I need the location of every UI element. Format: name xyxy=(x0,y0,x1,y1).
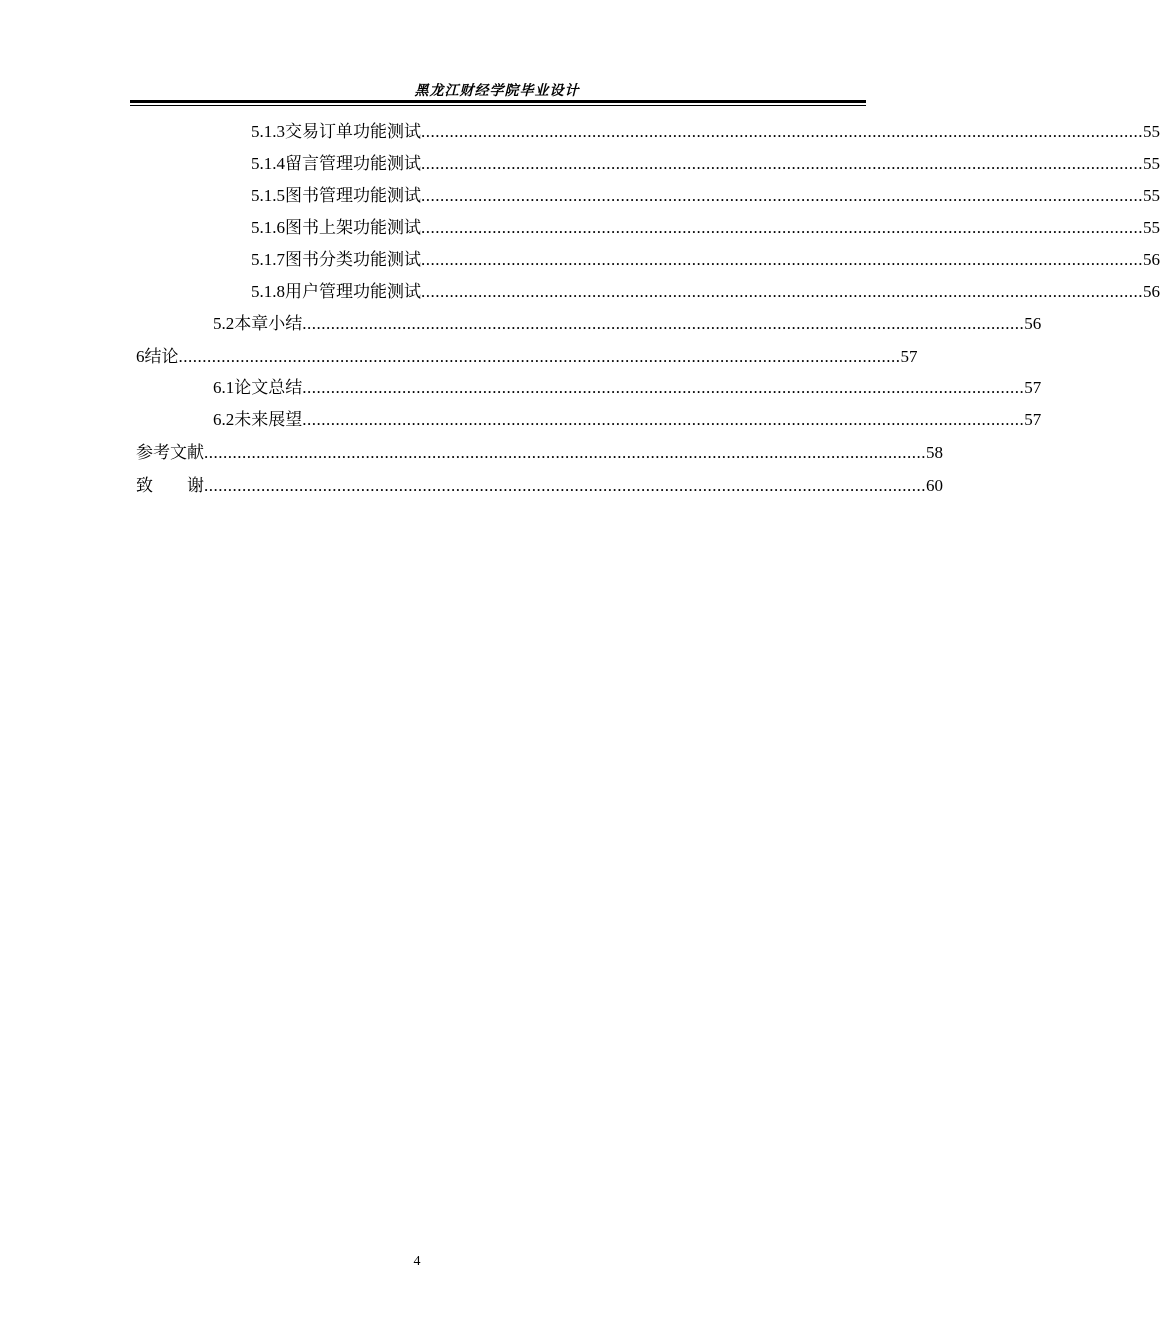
toc-leader-dots: ........................................................................................................................................................ xyxy=(421,218,1143,237)
toc-entry-number: 5.1.5 xyxy=(251,186,285,205)
toc-leader-dots: ........................................................................................................................................................ xyxy=(421,186,1143,205)
toc-leader-dots: ........................................................................................................................................................ xyxy=(178,347,901,366)
header-rule-thick xyxy=(130,100,866,103)
toc-entry-title: 交易订单功能测试 xyxy=(285,122,421,141)
toc-entry-number: 5.1.6 xyxy=(251,218,285,237)
toc-entry-page: 57 xyxy=(900,347,918,366)
toc-entry-title: 论文总结 xyxy=(234,378,303,397)
toc-entry-number: 5.1.7 xyxy=(251,250,285,269)
toc-entry-number: 5.2 xyxy=(213,314,235,333)
toc-entry[interactable] xyxy=(136,441,943,465)
toc-entry[interactable] xyxy=(213,408,1042,432)
toc-leader-dots: ........................................................................................................................................................ xyxy=(421,282,1143,301)
toc-entry-title: 致 谢 xyxy=(136,476,204,495)
toc-entry-title: 参考文献 xyxy=(136,443,204,462)
toc-entry-page: 55 xyxy=(1143,122,1160,141)
toc-entry-title: 结论 xyxy=(144,347,179,366)
toc-leader-dots: ........................................................................................................................................................ xyxy=(421,250,1143,269)
toc-entry-title: 本章小结 xyxy=(234,314,303,333)
toc-entry[interactable] xyxy=(251,152,1160,176)
toc-leader-dots: ........................................................................................................................................................ xyxy=(421,154,1143,173)
toc-entry-title: 图书上架功能测试 xyxy=(285,218,421,237)
document-header-title: 黑龙江财经学院毕业设计 xyxy=(414,83,580,99)
toc-entry-page: 55 xyxy=(1143,218,1160,237)
toc-entry-number: 5.1.3 xyxy=(251,122,285,141)
toc-entry-number: 6 xyxy=(136,347,145,366)
toc-entry[interactable] xyxy=(251,184,1160,208)
toc-entry-page: 56 xyxy=(1024,314,1042,333)
toc-entry-page: 56 xyxy=(1143,250,1160,269)
toc-entry-page: 55 xyxy=(1143,186,1160,205)
toc-leader-dots: ........................................................................................................................................................ xyxy=(302,410,1025,429)
toc-leader-dots: ........................................................................................................................................................ xyxy=(204,443,926,462)
toc-entry[interactable] xyxy=(213,312,1042,336)
toc-entry-title: 留言管理功能测试 xyxy=(285,154,421,173)
toc-leader-dots: ........................................................................................................................................................ xyxy=(302,378,1025,397)
toc-entry-page: 56 xyxy=(1143,282,1160,301)
toc-entry-page: 57 xyxy=(1024,378,1042,397)
page-number: 4 xyxy=(413,1254,421,1269)
toc-entry-title: 图书管理功能测试 xyxy=(285,186,421,205)
toc-entry-page: 55 xyxy=(1143,154,1160,173)
toc-leader-dots: ........................................................................................................................................................ xyxy=(421,122,1143,141)
toc-entry-title: 未来展望 xyxy=(234,410,303,429)
toc-entry[interactable] xyxy=(251,248,1160,272)
toc-entry[interactable] xyxy=(136,474,943,498)
toc-entry-title: 图书分类功能测试 xyxy=(285,250,421,269)
toc-entry-number: 5.1.8 xyxy=(251,282,285,301)
toc-entry[interactable] xyxy=(213,376,1042,400)
toc-entry-page: 60 xyxy=(926,476,943,495)
toc-entry-number: 6.2 xyxy=(213,410,235,429)
toc-entry[interactable] xyxy=(251,216,1160,240)
toc-leader-dots: ........................................................................................................................................................ xyxy=(302,314,1025,333)
toc-entry[interactable] xyxy=(251,280,1160,304)
toc-leader-dots: ........................................................................................................................................................ xyxy=(204,476,926,495)
toc-entry-number: 6.1 xyxy=(213,378,235,397)
toc-entry-number: 5.1.4 xyxy=(251,154,285,173)
toc-entry-page: 58 xyxy=(926,443,943,462)
toc-entry[interactable] xyxy=(136,345,918,369)
toc-entry-page: 57 xyxy=(1024,410,1042,429)
toc-entry-title: 用户管理功能测试 xyxy=(285,282,421,301)
header-rule-thin xyxy=(130,105,866,106)
toc-entry[interactable] xyxy=(251,120,1160,144)
